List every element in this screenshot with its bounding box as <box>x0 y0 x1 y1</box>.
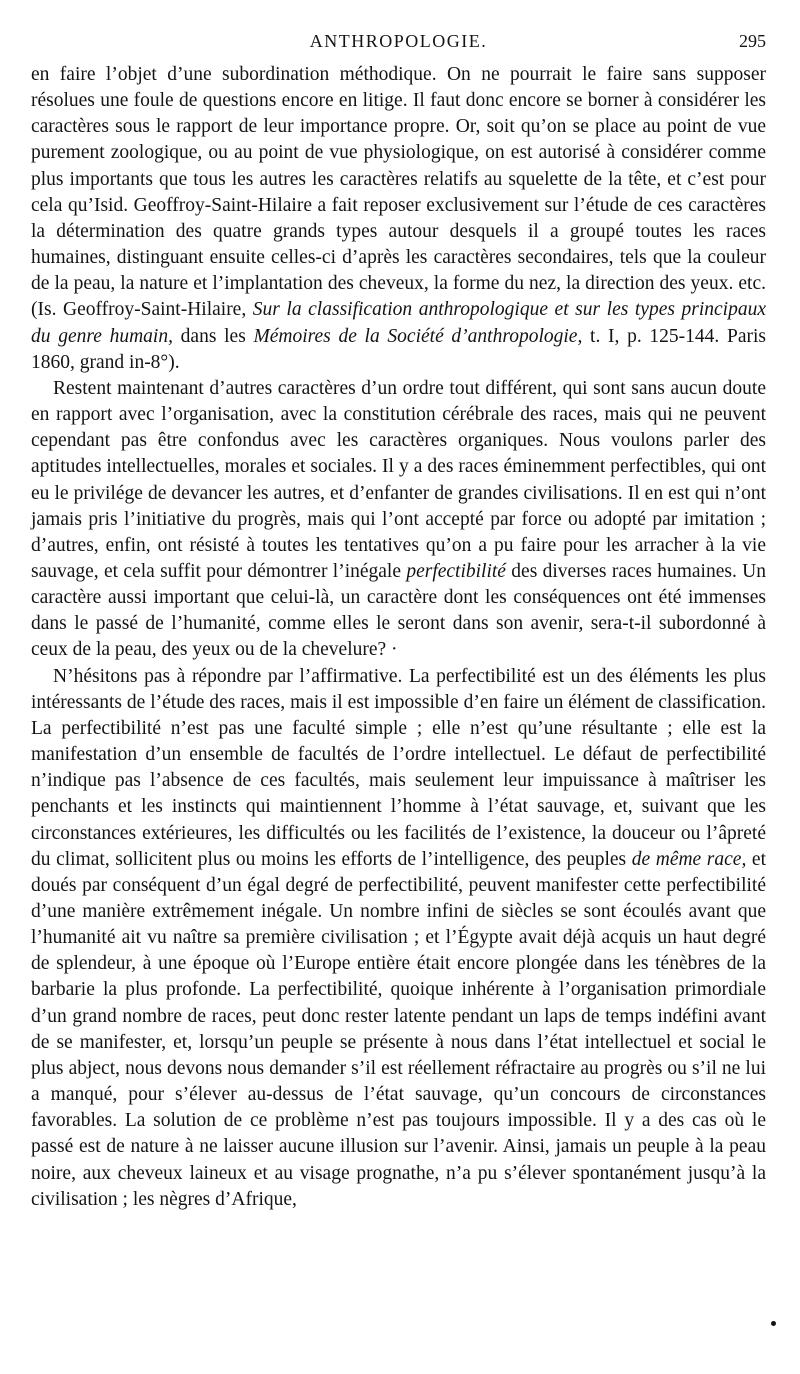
paragraph-1 <box>31 62 766 376</box>
page-header <box>31 28 766 62</box>
italic-term-run: perfectibilité <box>406 560 506 582</box>
text-run: dans les <box>172 325 254 347</box>
text-run: en faire l’objet d’une subordination méthodique. On ne pourrait le faire sans supposer résolues une foule de questions encore en litige. Il faut donc encore se borner à considérer les caractères sous le rapport de leur importance propre. Or, soit qu’on se place au point de vue purement zoologique, ou au point de vue physiologique, on est autorisé à considérer comme plus importants que tous les autres les caractères relatifs au squelette de la tête, et c’est pour cela qu’Isid. Geoffroy-Saint-Hilaire a fait reposer exclusivement sur l’étude de ces caractères la détermination des quatre grands types autour desquels il a groupé toutes les races humaines, distinguant ensuite celles-ci d’après les caractères secondaires, tels que la couleur de la peau, la nature et l’implantation des cheveux, la forme du nez, la direction des yeux. etc. (Is. Geoffroy-Saint-Hilaire, <box>31 64 766 321</box>
text-run: N’hésitons pas à répondre par l’affirmative. La perfectibilité est un des éléments les plus intéressants de l’étude des races, mais il est impossible d’en faire un élément de classification. La perfectibilité n’est pas une faculté simple ; elle n’est qu’une résultante ; elle est la manifestation d’un ensemble de facultés de l’ordre intellectuel. Le défaut de perfectibilité n’indique pas l’absence de ces facultés, mais seulement leur impuissance à maîtriser les penchants et les instincts qui maintiennent l’homme à l’état sauvage, et, suivant que les circonstances extérieures, les difficultés ou les facilités de l’existence, la douceur ou l’âpreté du climat, sollicitent plus ou moins les efforts de l’intelligence, des peuples <box>31 665 766 870</box>
ink-speck <box>771 1321 776 1326</box>
text-run: Restent maintenant d’autres caractères d’un ordre tout différent, qui sont sans aucun doute en rapport avec l’organisation, avec la constitution cérébrale des races, mais qui ne peuvent cependant pas être confondus avec les caractères organiques. Nous voulons parler des aptitudes intellectuelles, morales et sociales. Il y a des races éminemment perfectibles, qui ont eu le privilége de devancer les autres, et d’enfanter de grandes civilisations. Il en est qui n’ont jamais pris l’initiative du progrès, mais qui l’ont accepté par force ou adopté par imitation ; d’autres, enfin, ont résisté à toutes les tentatives qu’on a pu faire pour les arracher à la vie sauvage, et cela suffit pour démontrer l’inégale <box>31 377 766 582</box>
book-page <box>31 28 766 1213</box>
italic-term-run: de même race, <box>631 848 747 870</box>
running-title: ANTHROPOLOGIE. <box>309 31 488 51</box>
page-number: 295 <box>739 31 766 51</box>
text-run: et doués par conséquent d’un égal degré de perfectibilité, peuvent manifester cette perfectibilité d’une manière extrêmement inégale. Un nombre infini de siècles se sont écoulés avant que l’humanité ait vu naître sa première civilisation ; et l’Égypte avait déjà acquis un haut degré de splendeur, à une époque où l’Europe entière était encore plongée dans les ténèbres de la barbarie la plus profonde. La perfectibilité, quoique inhérente à l’organisation primordiale d’un grand nombre de races, peut donc rester latente pendant un laps de temps indéfini avant de se manifester, et, lorsqu’un peuple se présente à nous dans l’état intellectuel et social le plus abject, nous devons nous demander s’il est réellement réfractaire au progrès ou s’il ne lui a manqué, pour s’élever au-dessus de l’état sauvage, qu’un concours de circonstances favorables. La solution de ce problème n’est pas toujours impossible. Il y a des cas où le passé est de nature à ne laisser aucune illusion sur l’avenir. Ainsi, jamais un peuple à la peau noire, aux cheveux laineux et au visage prognathe, n’a pu s’élever spontanément jusqu’à la civilisation ; les nègres d’Afrique, <box>31 848 766 1210</box>
text-run: des diverses races humaines. Un caractère aussi important que celui-là, un caractère dont les conséquences ont été immenses dans le passé de l’humanité, comme elles le seront dans son avenir, sera-t-il subordonné à ceux de la peau, des yeux ou de la chevelure? · <box>31 560 766 661</box>
italic-title-run: Mémoires de la Société d’anthropologie, <box>253 325 583 347</box>
paragraph-3 <box>31 664 766 1213</box>
text-run: t. I, p. 125-144. Paris 1860, grand in-8°). <box>31 325 766 373</box>
paragraph-2 <box>31 376 766 664</box>
italic-title-run: Sur la classification anthropologique et sur les types principaux du genre humain, <box>31 299 766 347</box>
body-text <box>31 62 766 1213</box>
